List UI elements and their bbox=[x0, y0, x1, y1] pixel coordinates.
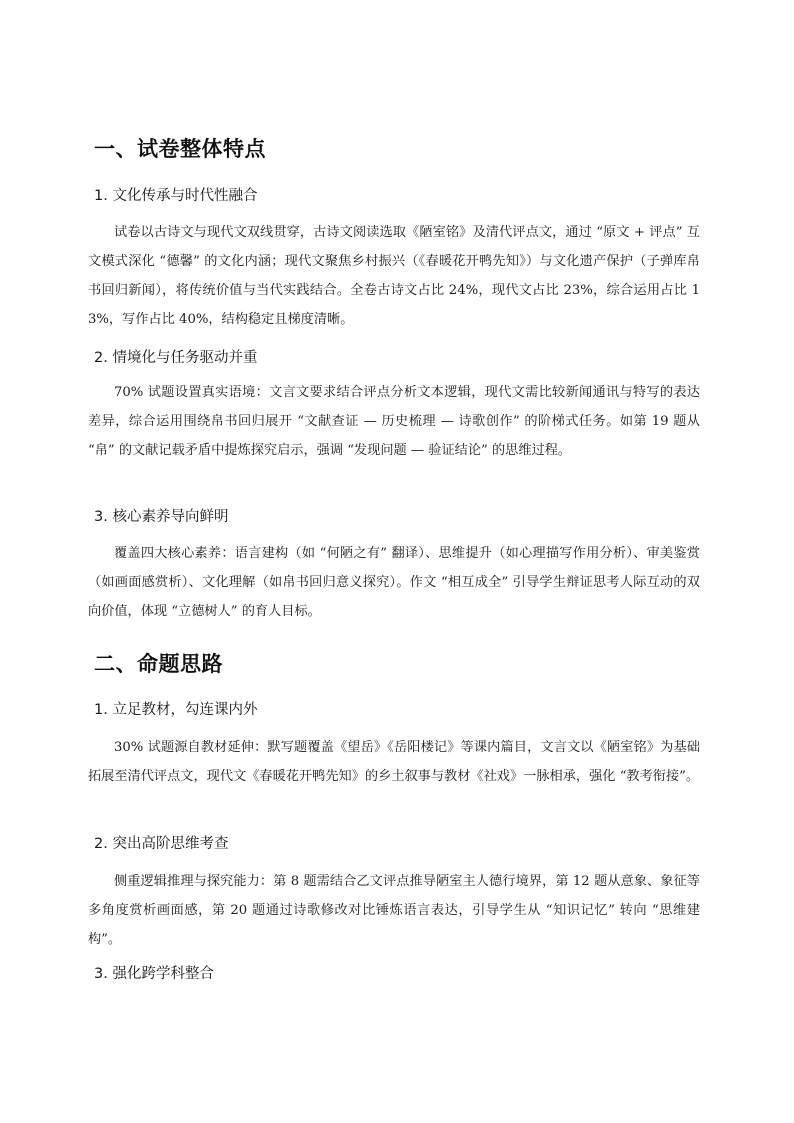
subheading-1-1 bbox=[94, 184, 257, 205]
paragraph-2-1: 30% 试题源自教材延伸：默写题覆盖《望岳》《岳阳楼记》等课内篇目，文言文以《陋室铭》为基础拓展至清代评点文，现代文《春暖花开鸭先知》的乡土叙事与教材《社戏》一脉相承，强化 “教考衔接”。 bbox=[88, 740, 700, 784]
subheading-number: 1. bbox=[94, 702, 108, 718]
paragraph-1-1: 试卷以古诗文与现代文双线贯穿，古诗文阅读选取《陋室铭》及清代评点文，通过 “原文 + 评点” 互文模式深化 “德馨” 的文化内涵；现代文聚焦乡村振兴（《春暖花开鸭先知》）与文化遗产保护（子弹库帛书回归新闻），将传统价值与当代实践结合。全卷古诗文占比 24%，现代文占比 23%，综合运用占比 13%，写作占比 40%，结构稳定且梯度清晰。 bbox=[88, 225, 700, 327]
section-title-characteristics: 一、试卷整体特点 bbox=[94, 137, 266, 161]
subheading-text: 文化传承与时代性融合 bbox=[112, 188, 258, 204]
paragraph-2-2: 侧重逻辑推理与探究能力：第 8 题需结合乙文评点推导陋室主人德行境界，第 12 题从意象、象征等多角度赏析画面感，第 20 题通过诗歌修改对比锤炼语言表达，引导学生从 “知识记忆” 转向 “思维建构”。 bbox=[88, 874, 700, 947]
subheading-1-2 bbox=[94, 346, 257, 367]
subheading-2-3 bbox=[94, 962, 214, 983]
paragraph-1-2: 70% 试题设置真实语境：文言文要求结合评点分析文本逻辑，现代文需比较新闻通讯与特写的表达差异，综合运用围绕帛书回归展开 “文献查证 — 历史梳理 — 诗歌创作” 的阶梯式任务。如第 19 题从 “帛” 的文献记载矛盾中提炼探究启示，强调 “发现问题 — 验证结论” 的思维过程。 bbox=[88, 385, 700, 458]
subheading-number: 3. bbox=[94, 509, 108, 525]
subheading-text: 核心素养导向鲜明 bbox=[112, 509, 229, 525]
subheading-text: 情境化与任务驱动并重 bbox=[112, 350, 258, 366]
subheading-text: 立足教材，勾连课内外 bbox=[112, 702, 258, 718]
subheading-text: 突出高阶思维考查 bbox=[112, 836, 229, 852]
subheading-number: 2. bbox=[94, 350, 108, 366]
section-title-approach: 二、命题思路 bbox=[94, 652, 223, 676]
paragraph-1-3: 覆盖四大核心素养：语言建构（如 “何陋之有” 翻译）、思维提升（如心理描写作用分析）、审美鉴赏（如画面感赏析）、文化理解（如帛书回归意义探究）。作文 “相互成全” 引导学生辩证思考人际互动的双向价值，体现 “立德树人” 的育人目标。 bbox=[88, 546, 700, 619]
subheading-number: 2. bbox=[94, 836, 108, 852]
subheading-text: 强化跨学科整合 bbox=[112, 966, 214, 982]
subheading-2-2 bbox=[94, 832, 228, 853]
subheading-number: 3. bbox=[94, 966, 108, 982]
subheading-number: 1. bbox=[94, 188, 108, 204]
subheading-1-3 bbox=[94, 505, 228, 526]
subheading-2-1 bbox=[94, 698, 257, 719]
